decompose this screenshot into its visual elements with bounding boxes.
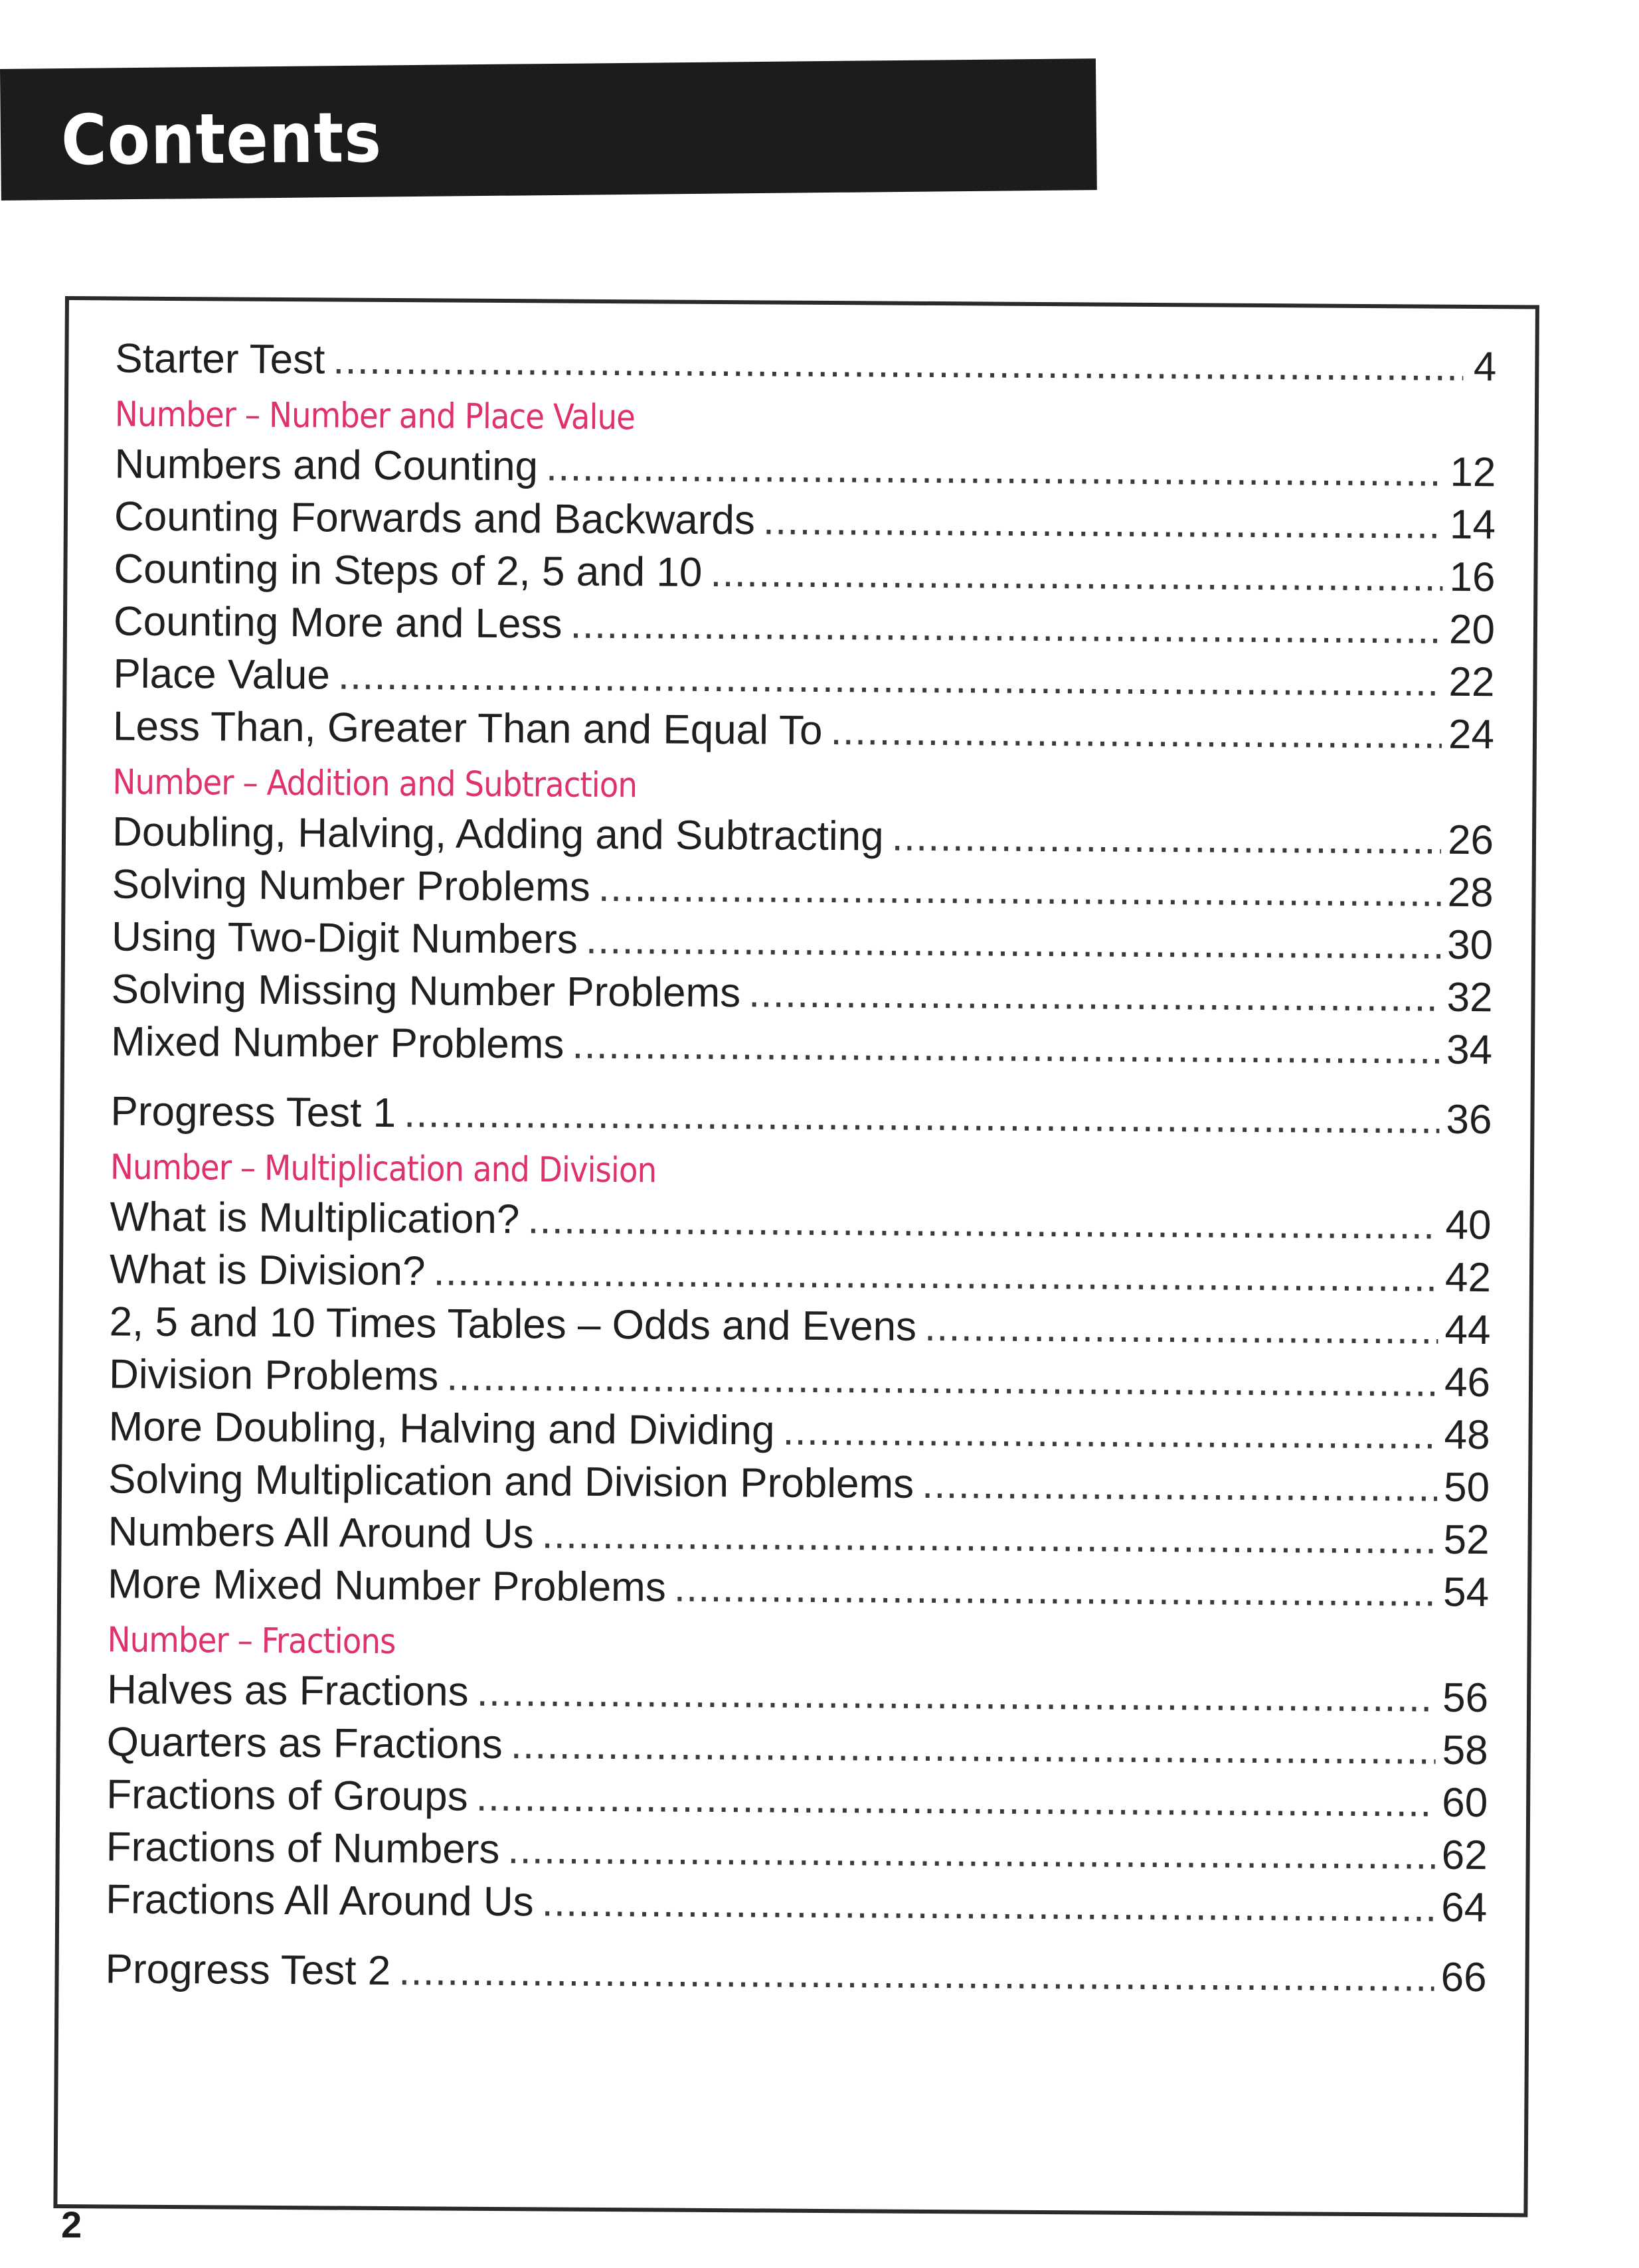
dot-leader xyxy=(541,1876,1434,1933)
dot-leader xyxy=(338,649,1442,708)
toc-entry-title: What is Division? xyxy=(109,1246,426,1295)
toc-entry-page: 50 xyxy=(1443,1464,1490,1511)
toc-entry-title: Counting Forwards and Backwards xyxy=(114,493,756,544)
dot-leader xyxy=(398,1945,1434,2004)
toc-entry-page: 46 xyxy=(1444,1359,1491,1406)
toc-entry-page: 56 xyxy=(1442,1674,1489,1722)
toc-entry-title: Fractions of Numbers xyxy=(106,1824,500,1873)
toc-entry-page: 54 xyxy=(1442,1569,1490,1616)
toc-entry-page: 32 xyxy=(1446,974,1493,1021)
toc-entry-title: More Doubling, Halving and Dividing xyxy=(108,1404,775,1454)
toc-entry-page: 26 xyxy=(1447,817,1494,864)
toc-entry-title: Division Problems xyxy=(108,1351,439,1400)
section-heading-place-value: Number – Number and Place Value xyxy=(114,394,636,438)
toc-entry-page: 16 xyxy=(1449,554,1496,601)
toc-entry-page: 42 xyxy=(1444,1254,1492,1301)
toc-entry[interactable] xyxy=(106,1821,1487,1882)
toc-entry-title: Using Two-Digit Numbers xyxy=(111,914,578,963)
dot-leader xyxy=(475,1771,1435,1829)
toc-entry-title: Solving Number Problems xyxy=(112,861,590,910)
toc-entry-progress-test-2[interactable] xyxy=(105,1943,1486,2004)
toc-entry-title: Starter Test xyxy=(115,335,325,383)
toc-entry-page: 14 xyxy=(1449,501,1496,548)
toc-entry-page: 64 xyxy=(1441,1884,1488,1931)
toc-entry[interactable] xyxy=(109,1348,1490,1409)
dot-leader xyxy=(511,1718,1436,1777)
toc-entry-page: 20 xyxy=(1448,606,1496,653)
dot-leader xyxy=(527,1193,1439,1251)
dot-leader xyxy=(586,914,1441,971)
dot-leader xyxy=(433,1245,1438,1303)
toc-entry-title: Solving Multiplication and Division Problems xyxy=(108,1456,914,1507)
toc-entry-page: 30 xyxy=(1446,922,1494,969)
dot-leader xyxy=(476,1666,1436,1724)
dot-leader xyxy=(830,704,1442,761)
toc-entry[interactable] xyxy=(112,805,1494,866)
toc-entry-title: Fractions All Around Us xyxy=(106,1876,534,1925)
toc-entry-page: 12 xyxy=(1450,449,1496,496)
dot-leader xyxy=(748,967,1440,1023)
dot-leader xyxy=(782,1405,1438,1461)
toc-entry-title: What is Multiplication? xyxy=(110,1194,520,1243)
dot-leader xyxy=(546,440,1444,498)
toc-entry[interactable] xyxy=(107,1663,1488,1724)
toc-entry-page: 52 xyxy=(1443,1516,1490,1564)
section-heading-fractions: Number – Fractions xyxy=(107,1620,396,1662)
toc-entry-title: Halves as Fractions xyxy=(106,1666,469,1715)
toc-entry-title: Numbers All Around Us xyxy=(108,1508,534,1558)
toc-entry-progress-test-1[interactable] xyxy=(110,1085,1492,1146)
toc-entry-page: 4 xyxy=(1473,343,1497,390)
dot-leader xyxy=(763,494,1444,550)
toc-entry-page: 48 xyxy=(1444,1412,1490,1459)
toc-entry-starter-test[interactable] xyxy=(115,332,1496,393)
toc-entry[interactable] xyxy=(114,438,1496,499)
toc-entry[interactable] xyxy=(110,1190,1491,1252)
toc-entry[interactable] xyxy=(108,1558,1489,1619)
dot-leader xyxy=(924,1301,1438,1356)
toc-entry-title: Numbers and Counting xyxy=(114,441,539,490)
page-number: 2 xyxy=(61,2204,82,2245)
toc-entry-title: 2, 5 and 10 Times Tables – Odds and Evens xyxy=(109,1299,917,1350)
dot-leader xyxy=(598,861,1441,919)
toc-entry[interactable] xyxy=(108,1453,1490,1514)
toc-entry[interactable] xyxy=(110,1243,1491,1304)
dot-leader xyxy=(674,1562,1437,1619)
dot-leader xyxy=(922,1458,1437,1514)
dot-leader xyxy=(572,1018,1440,1076)
toc-entry-title: Doubling, Halving, Adding and Subtracting xyxy=(112,809,884,860)
toc-entry-title: Less Than, Greater Than and Equal To xyxy=(112,703,823,754)
toc-entry[interactable] xyxy=(112,858,1493,919)
toc-entry[interactable] xyxy=(114,542,1495,604)
toc-entry-title: More Mixed Number Problems xyxy=(107,1561,667,1611)
section-heading-multiplication-division: Number – Multiplication and Division xyxy=(110,1147,657,1191)
contents-frame xyxy=(53,296,1539,2218)
toc-entry-title: Fractions of Groups xyxy=(106,1771,468,1820)
toc-entry[interactable] xyxy=(113,700,1494,761)
toc-entry-page: 24 xyxy=(1448,711,1495,758)
dot-leader xyxy=(507,1823,1435,1882)
dot-leader xyxy=(404,1087,1440,1146)
toc-entry-title: Progress Test 1 xyxy=(110,1088,396,1137)
toc-entry-title: Progress Test 2 xyxy=(105,1946,391,1994)
toc-entry[interactable] xyxy=(106,1768,1488,1829)
toc-entry[interactable] xyxy=(112,910,1493,971)
toc-entry-title: Place Value xyxy=(113,651,331,698)
table-of-contents xyxy=(105,332,1496,2004)
toc-entry-title: Counting More and Less xyxy=(113,598,562,647)
toc-entry-title: Counting in Steps of 2, 5 and 10 xyxy=(114,546,703,596)
toc-entry[interactable] xyxy=(114,595,1495,656)
toc-entry-title: Mixed Number Problems xyxy=(110,1018,564,1068)
toc-entry[interactable] xyxy=(108,1400,1490,1461)
toc-entry-page: 62 xyxy=(1441,1832,1488,1879)
toc-entry[interactable] xyxy=(106,1873,1487,1934)
toc-entry[interactable] xyxy=(108,1505,1489,1566)
toc-entry[interactable] xyxy=(109,1295,1490,1356)
page-title: Contents xyxy=(60,96,383,181)
toc-entry-page: 36 xyxy=(1446,1096,1492,1143)
dot-leader xyxy=(446,1350,1438,1409)
dot-leader xyxy=(891,811,1441,866)
toc-entry-page: 44 xyxy=(1444,1307,1491,1354)
toc-entry[interactable] xyxy=(111,963,1492,1024)
toc-entry-page: 40 xyxy=(1445,1202,1492,1249)
dot-leader xyxy=(333,333,1464,392)
dot-leader xyxy=(570,598,1442,656)
toc-entry[interactable] xyxy=(113,647,1494,708)
dot-leader xyxy=(541,1508,1437,1566)
toc-entry-page: 34 xyxy=(1446,1026,1493,1074)
toc-entry[interactable] xyxy=(111,1015,1492,1076)
toc-entry-title: Solving Missing Number Problems xyxy=(111,966,741,1016)
section-heading-addition-subtraction: Number – Addition and Subtraction xyxy=(112,762,638,806)
toc-entry-page: 22 xyxy=(1448,659,1495,706)
toc-entry-page: 60 xyxy=(1441,1779,1488,1826)
toc-entry[interactable] xyxy=(114,490,1496,551)
toc-entry-page: 66 xyxy=(1440,1954,1487,2001)
toc-entry-page: 28 xyxy=(1447,869,1494,916)
dot-leader xyxy=(710,546,1443,604)
toc-entry[interactable] xyxy=(106,1716,1488,1777)
toc-entry-title: Quarters as Fractions xyxy=(106,1719,503,1768)
toc-entry-page: 58 xyxy=(1442,1727,1488,1774)
